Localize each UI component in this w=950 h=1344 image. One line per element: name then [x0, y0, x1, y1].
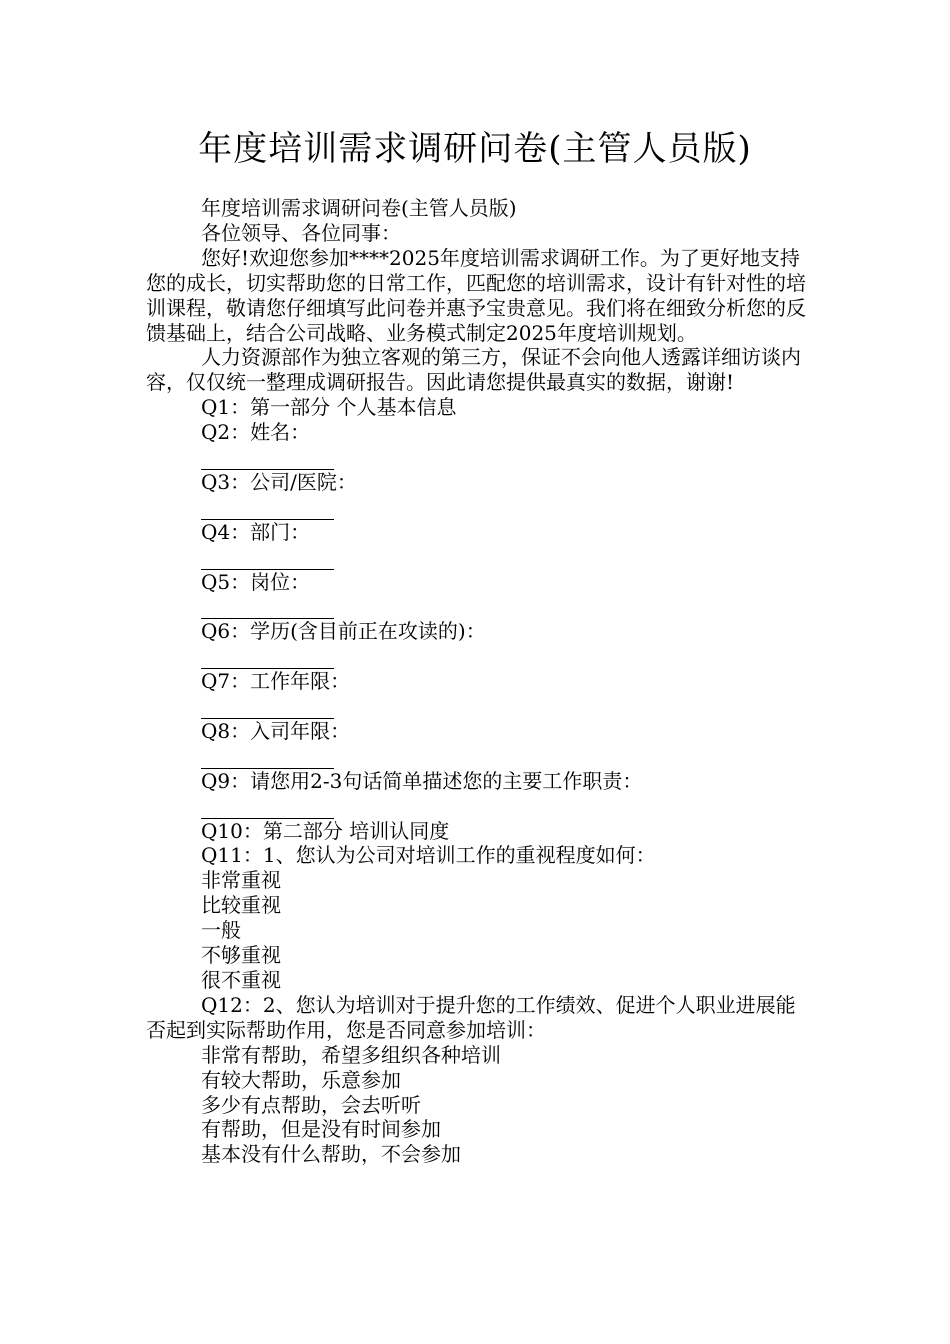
question-q8: Q8：入司年限：	[201, 718, 351, 743]
answer-blank-education[interactable]	[201, 644, 334, 669]
question-q7: Q7：工作年限：	[201, 669, 351, 694]
greeting: 各位领导、各位同事：	[201, 220, 401, 245]
option-q12[interactable]: 有帮助，但是没有时间参加	[201, 1117, 441, 1142]
question-q3: Q3：公司/医院：	[201, 469, 357, 494]
subtitle: 年度培训需求调研问卷(主管人员版)	[201, 196, 517, 220]
intro-paragraph: 您好!欢迎您参加****2025年度培训需求调研工作。为了更好地支持您的成长，切实帮助您的日常工作，匹配您的培训需求，设计有针对性的培训课程，敬请您仔细填写此问卷并惠予宝贵意见。我们将在细致分析您的反馈基础上，结合公司战略、业务模式制定2025年度培训规划。	[146, 245, 806, 345]
question-q9: Q9：请您用2-3句话简单描述您的主要工作职责：	[201, 768, 643, 793]
question-q4: Q4：部门：	[201, 519, 311, 544]
answer-blank-work-years[interactable]	[201, 694, 334, 719]
option-q11[interactable]: 很不重视	[201, 967, 281, 992]
document-body	[146, 196, 806, 1167]
option-q11[interactable]: 比较重视	[201, 893, 281, 918]
question-q1: Q1：第一部分 个人基本信息	[201, 395, 457, 420]
option-q12[interactable]: 有较大帮助，乐意参加	[201, 1067, 401, 1092]
answer-blank-company-years[interactable]	[201, 744, 334, 769]
answer-blank-department[interactable]	[201, 545, 334, 570]
question-q6: Q6：学历(含目前正在攻读的)：	[201, 619, 486, 644]
option-q11[interactable]: 不够重视	[201, 943, 281, 968]
answer-blank-position[interactable]	[201, 594, 334, 619]
question-q5: Q5：岗位：	[201, 569, 311, 594]
document-title: 年度培训需求调研问卷(主管人员版)	[198, 129, 752, 169]
option-q12[interactable]: 多少有点帮助，会去听听	[201, 1092, 421, 1117]
question-q12: Q12：2、您认为培训对于提升您的工作绩效、促进个人职业进展能否起到实际帮助作用，您是否同意参加培训：	[146, 992, 796, 1042]
question-q2: Q2：姓名：	[201, 420, 311, 445]
answer-blank-name[interactable]	[201, 445, 334, 470]
question-q10: Q10：第二部分 培训认同度	[201, 818, 450, 843]
option-q12[interactable]: 非常有帮助，希望多组织各种培训	[201, 1042, 501, 1067]
option-q11[interactable]: 非常重视	[201, 868, 281, 893]
question-q11: Q11：1、您认为公司对培训工作的重视程度如何：	[201, 843, 656, 868]
answer-blank-duties[interactable]	[201, 794, 334, 819]
answer-blank-company[interactable]	[201, 495, 334, 520]
option-q11[interactable]: 一般	[201, 918, 241, 943]
option-q12[interactable]: 基本没有什么帮助，不会参加	[201, 1142, 461, 1167]
intro-paragraph: 人力资源部作为独立客观的第三方，保证不会向他人透露详细访谈内容，仅仅统一整理成调研报告。因此请您提供最真实的数据，谢谢!	[146, 345, 801, 395]
